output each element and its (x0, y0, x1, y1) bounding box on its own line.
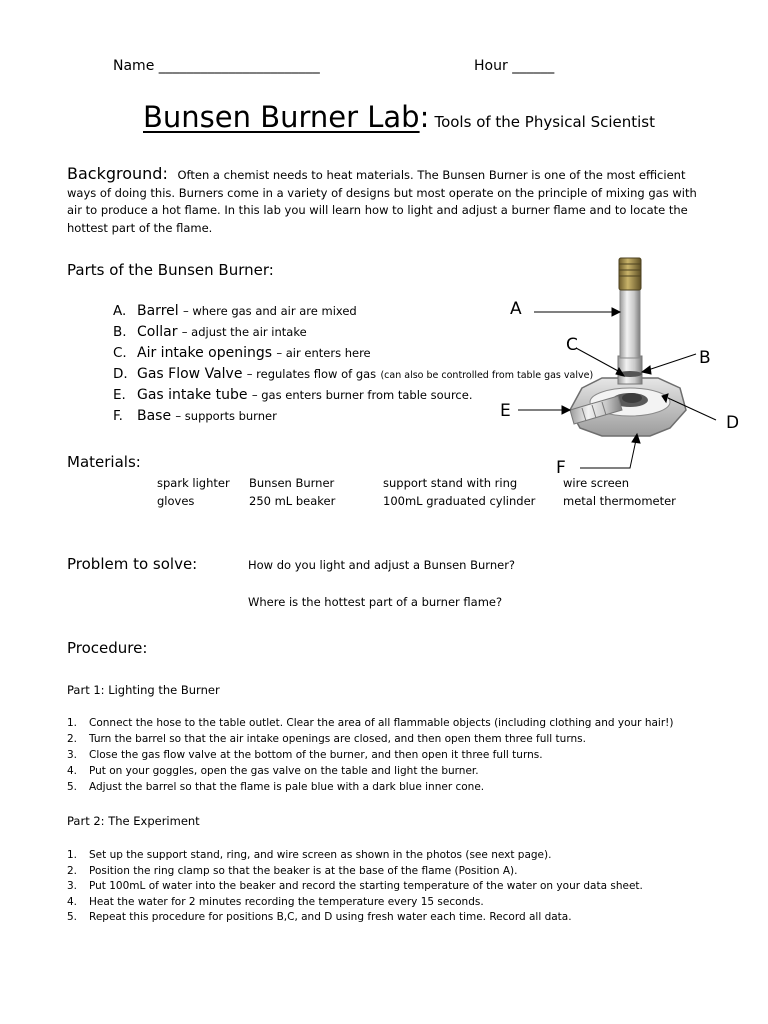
gas-flow-valve-knob (622, 393, 642, 403)
problem-question-1: How do you light and adjust a Bunsen Burner? (248, 558, 516, 572)
name-field (113, 58, 320, 74)
diagram-label-a: A (510, 299, 522, 319)
part-desc: – air enters here (276, 346, 371, 360)
part-desc: – adjust the air intake (181, 325, 307, 339)
hour-label: Hour (474, 58, 508, 74)
material-item: wire screen (563, 476, 630, 490)
step-number: 4. (67, 896, 78, 908)
background-heading: Background: (67, 164, 168, 183)
material-item: gloves (157, 494, 195, 508)
bunsen-burner-diagram (490, 250, 760, 480)
step-text: Heat the water for 2 minutes recording the temperature every 15 seconds. (89, 896, 484, 908)
part-desc: – where gas and air are mixed (182, 304, 357, 318)
part-letter: A. (113, 303, 127, 319)
part-note: (can also be controlled from table gas valve) (380, 370, 594, 381)
step-number: 1. (67, 849, 78, 861)
parts-item-air-intake (113, 345, 371, 361)
material-item: metal thermometer (563, 494, 676, 508)
material-item: 100mL graduated cylinder (383, 494, 536, 508)
step-text: Set up the support stand, ring, and wire screen as shown in the photos (see next page). (89, 849, 552, 861)
step-number: 4. (67, 765, 78, 777)
part-letter: E. (113, 387, 126, 403)
step-number: 5. (67, 781, 78, 793)
step-text: Turn the barrel so that the air intake openings are closed, and then open them three full turns. (89, 733, 586, 745)
parts-item-barrel (113, 303, 357, 319)
problem-question-2: Where is the hottest part of a burner flame? (248, 595, 503, 609)
part2-title: Part 2: The Experiment (67, 814, 200, 828)
material-item: Bunsen Burner (249, 476, 335, 490)
part-letter: C. (113, 345, 127, 361)
part-name: Collar (137, 324, 178, 340)
title-subtitle: Tools of the Physical Scientist (434, 113, 656, 131)
burner-top (619, 258, 641, 290)
diagram-label-d: D (726, 413, 740, 433)
step-number: 3. (67, 749, 78, 761)
materials-heading: Materials: (67, 453, 141, 471)
step-text: Put on your goggles, open the gas valve on the table and light the burner. (89, 765, 479, 777)
step-number: 5. (67, 911, 78, 923)
part-name: Gas intake tube (137, 387, 248, 403)
part-letter: D. (113, 366, 128, 382)
step-number: 3. (67, 880, 78, 892)
list-item (67, 765, 479, 777)
step-text: Position the ring clamp so that the beaker is at the base of the flame (Position A). (89, 865, 518, 877)
title-colon: : (419, 100, 430, 134)
list-item (67, 865, 517, 877)
background-section (67, 165, 707, 237)
list-item (67, 717, 673, 729)
list-item (67, 749, 543, 761)
part-name: Barrel (137, 303, 179, 319)
step-text: Connect the hose to the table outlet. Clear the area of all flammable objects (including clothing and your hair!) (89, 717, 674, 729)
hour-field (474, 58, 554, 74)
name-label: Name (113, 58, 155, 74)
step-text: Close the gas flow valve at the bottom of the burner, and then open it three full turns. (89, 749, 543, 761)
part-name: Gas Flow Valve (137, 366, 243, 382)
step-text: Put 100mL of water into the beaker and record the starting temperature of the water on your data sheet. (89, 880, 643, 892)
material-item: support stand with ring (383, 476, 518, 490)
list-item (67, 911, 572, 923)
material-item: spark lighter (157, 476, 230, 490)
diagram-label-e: E (500, 401, 511, 421)
part-letter: F. (113, 408, 123, 424)
part-desc: – supports burner (175, 409, 277, 423)
step-number: 1. (67, 717, 78, 729)
list-item (67, 849, 551, 861)
material-item: 250 mL beaker (249, 494, 336, 508)
part-name: Air intake openings (137, 345, 273, 361)
title-main: Bunsen Burner Lab (143, 100, 420, 134)
background-text: Often a chemist needs to heat materials. The Bunsen Burner is one of the most efficient ways of doing this. Burners come in a variety of designs but most operate on the principle of mixing gas with air to produce a hot flame. In this lab you will learn how to light and adjust a burner flame and to locate the hottest part of the flame. (67, 168, 697, 235)
part-desc: – regulates flow of gas (246, 367, 377, 381)
part1-title: Part 1: Lighting the Burner (67, 683, 220, 697)
part-letter: B. (113, 324, 127, 340)
list-item (67, 733, 586, 745)
step-number: 2. (67, 865, 78, 877)
name-blank: _______________________ (158, 58, 320, 74)
step-text: Repeat this procedure for positions B,C, and D using fresh water each time. Record all data. (89, 911, 572, 923)
burner-barrel (620, 288, 640, 358)
parts-item-base (113, 408, 277, 424)
step-number: 2. (67, 733, 78, 745)
procedure-heading: Procedure: (67, 639, 148, 657)
part-name: Base (137, 408, 172, 424)
parts-item-gas-intake-tube (113, 387, 472, 403)
problem-heading: Problem to solve: (67, 555, 198, 573)
step-text: Adjust the barrel so that the flame is pale blue with a dark blue inner cone. (89, 781, 485, 793)
parts-item-collar (113, 324, 307, 340)
list-item (67, 781, 484, 793)
list-item (67, 896, 484, 908)
hour-blank: ______ (512, 58, 555, 74)
diagram-label-f: F (556, 458, 566, 478)
diagram-label-c: C (566, 335, 578, 355)
parts-heading: Parts of the Bunsen Burner: (67, 261, 274, 279)
burner-collar (618, 356, 642, 384)
part-desc: – gas enters burner from table source. (251, 388, 473, 402)
list-item (67, 880, 643, 892)
page-title (143, 100, 655, 134)
diagram-label-b: B (699, 348, 711, 368)
